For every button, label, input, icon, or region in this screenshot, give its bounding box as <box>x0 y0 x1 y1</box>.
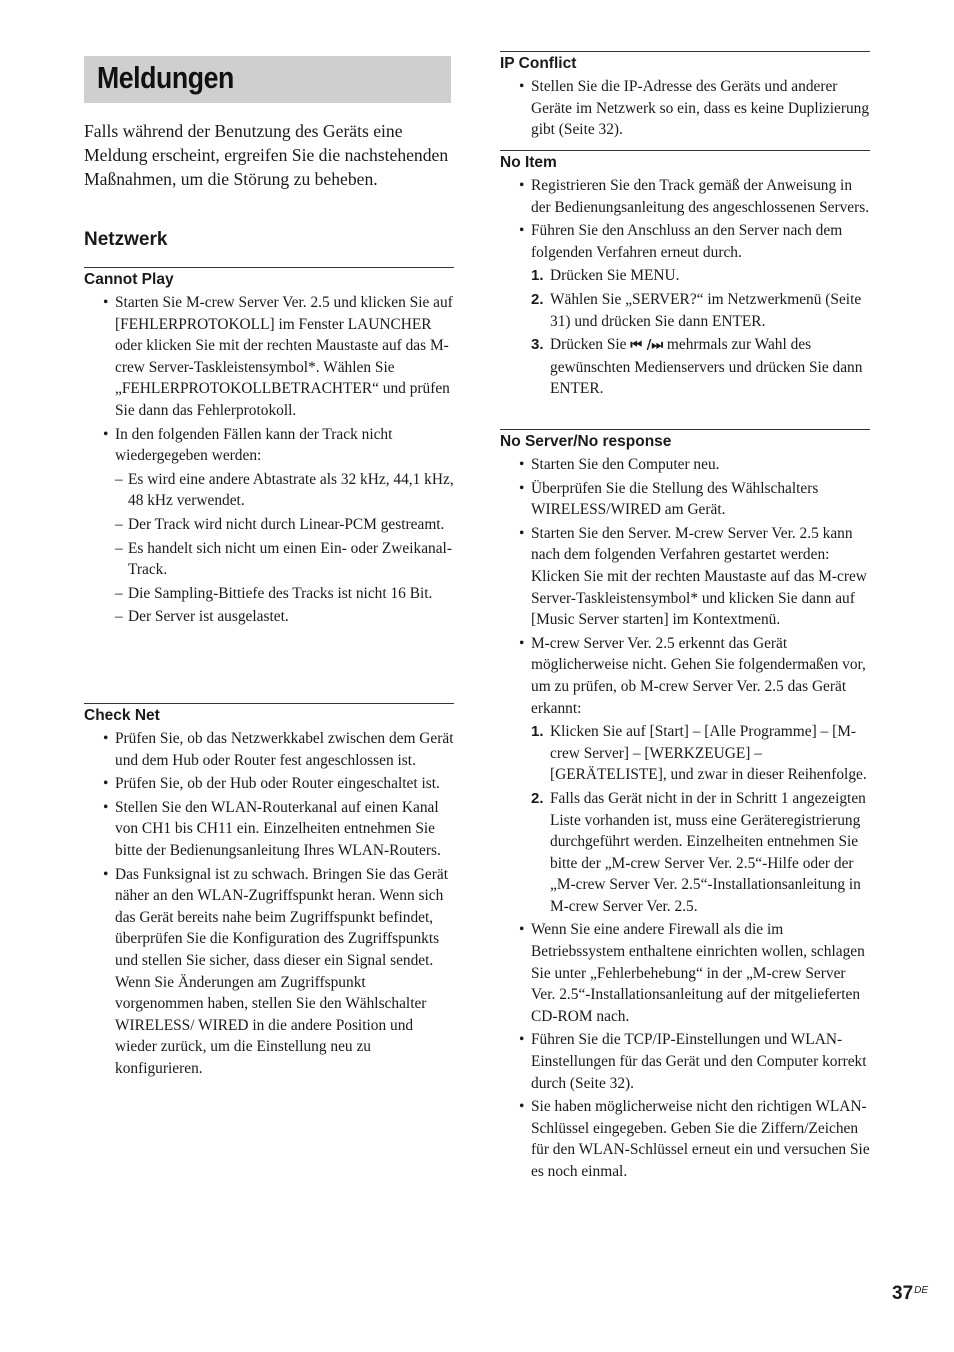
step-text: Wählen Sie „SERVER?“ im Netzwerkmenü (Seite 31) und drücken Sie dann ENTER. <box>550 290 862 330</box>
no-server-heading: No Server/No response <box>500 433 672 450</box>
skip-prev-next-icon: ⏮ /⏭ <box>630 338 664 354</box>
dash-item <box>84 538 454 581</box>
dash-item <box>84 469 454 512</box>
list-item: • Prüfen Sie, ob das Netzwerkkabel zwischen dem Gerät und dem Hub oder Router fest angeschlossen ist. <box>84 728 454 771</box>
ip-conflict-heading: IP Conflict <box>500 55 577 72</box>
dash-item <box>84 583 454 605</box>
step-item <box>500 289 870 332</box>
dash-text: Der Track wird nicht durch Linear-PCM gestreamt. <box>128 515 445 533</box>
step-item <box>500 334 870 400</box>
list-item: • Führen Sie die TCP/IP-Einstellungen und WLAN-Einstellungen für das Gerät und den Computer korrekt durch (Seite 32). <box>500 1029 870 1094</box>
no-item-block <box>500 150 870 402</box>
step-text: Drücken Sie MENU. <box>550 267 680 285</box>
list-item: • Starten Sie M-crew Server Ver. 2.5 und klicken Sie auf [FEHLERPROTOKOLL] im Fenster LAUNCHER oder klicken Sie mit der rechten Maustaste auf das M-crew Server-Taskleistensymbol*. Wählen Sie „FEHLERPROTOKOLLBETRACHTER“ und prüfen Sie dann das Fehlerprotokoll. <box>84 292 454 422</box>
list-item-continuation: Klicken Sie mit der rechten Maustaste auf das M-crew Server-Taskleistensymbol* und klicken Sie dann auf [Music Server starten] im Kontextmenü. <box>531 567 867 629</box>
list-item: • Starten Sie den Server. M-crew Server Ver. 2.5 kann nach dem folgenden Verfahren gestartet werden: <box>500 523 870 566</box>
step-number: 1. <box>531 723 544 741</box>
check-net-heading: Check Net <box>84 707 160 724</box>
divider <box>84 703 454 704</box>
page-language-suffix: DE <box>914 1285 929 1296</box>
page-number <box>892 1283 927 1305</box>
step-text: Falls das Gerät nicht in der in Schritt 1 angezeigten Liste vorhanden ist, muss eine Geräteregistrierung durchgeführt werden. Einzelheiten entnehmen Sie bitte der „M-crew Server Ver. 2.5“-Hilfe oder der „M-crew Server Ver. 2.5“-Installationsanleitung in M-crew Server Ver. 2.5. <box>550 789 866 915</box>
dash-text: Die Sampling-Bittiefe des Tracks ist nicht 16 Bit. <box>128 584 433 602</box>
dash-mark: – <box>115 539 123 557</box>
title-bar <box>84 56 451 103</box>
list-item: • Registrieren Sie den Track gemäß der Anweisung in der Bedienungsanleitung des angeschlossenen Servers. <box>500 175 870 218</box>
dash-item <box>84 514 454 536</box>
list-item: • Stellen Sie den WLAN-Routerkanal auf einen Kanal von CH1 bis CH11 ein. Einzelheiten entnehmen Sie bitte der Bedienungsanleitung Ihres WLAN-Routers. <box>84 797 454 862</box>
step-number: 2. <box>531 789 544 807</box>
dash-mark: – <box>115 608 123 626</box>
divider <box>500 150 870 151</box>
divider <box>84 267 454 268</box>
dash-mark: – <box>115 515 123 533</box>
divider <box>500 429 870 430</box>
list-item: • In den folgenden Fällen kann der Track nicht wiedergegeben werden: <box>84 424 454 467</box>
list-item: • Prüfen Sie, ob der Hub oder Router eingeschaltet ist. <box>84 773 454 795</box>
step-item <box>500 721 870 786</box>
page-number-value: 37 <box>892 1283 914 1304</box>
dash-text: Es handelt sich nicht um einen Ein- oder Zweikanal-Track. <box>128 539 452 579</box>
no-server-block <box>500 429 870 1185</box>
no-item-heading: No Item <box>500 154 557 171</box>
list-item: • Führen Sie den Anschluss an den Server nach dem folgenden Verfahren erneut durch. <box>500 220 870 263</box>
list-item: • Das Funksignal ist zu schwach. Bringen Sie das Gerät näher an den WLAN-Zugriffspunkt heran. Wenn sich das Gerät bereits nahe beim Zugriffspunkt befindet, überprüfen Sie die Konfiguration des Zugriffspunkts und stellen Sie sicher, dass dieser ein Signal sendet. Wenn Sie Änderungen am Zugriffspunkt vorgenommen haben, stellen Sie den Wählschalter WIRELESS/ WIRED in die andere Position und wieder zurück, um die Einstellung neu zu konfigurieren. <box>84 864 454 1080</box>
cannot-play-heading: Cannot Play <box>84 271 174 288</box>
dash-mark: – <box>115 470 123 488</box>
dash-item <box>84 606 454 628</box>
step-text-post: mehrmals zur Wahl des gewünschten Medienservers und drücken Sie dann ENTER. <box>550 336 863 398</box>
section-heading: Netzwerk <box>84 229 168 250</box>
intro-text: Falls während der Benutzung des Geräts eine Meldung erscheint, ergreifen Sie die nachstehenden Maßnahmen, um die Störung zu beheben. <box>84 121 449 189</box>
step-number: 3. <box>531 336 544 354</box>
cannot-play-block <box>84 267 454 630</box>
step-number: 2. <box>531 290 544 308</box>
dash-text: Der Server ist ausgelastet. <box>128 608 289 626</box>
list-item: • M-crew Server Ver. 2.5 erkennt das Gerät möglicherweise nicht. Gehen Sie folgendermaßen vor, um zu prüfen, ob M-crew Server Ver. 2.5 das Gerät erkannt: <box>500 633 870 719</box>
check-net-block <box>84 703 454 1082</box>
list-item: • Stellen Sie die IP-Adresse des Geräts und anderer Geräte im Netzwerk so ein, dass es keine Duplizierung gibt (Seite 32). <box>500 76 870 141</box>
step-number: 1. <box>531 267 544 285</box>
ip-conflict-block <box>500 51 870 143</box>
list-item: • Wenn Sie eine andere Firewall als die im Betriebssystem enthaltene einrichten wollen, schlagen Sie unter „Fehlerbehebung“ in der „M-crew Server Ver. 2.5“-Installationsanleitung auf der mitgelieferten CD-ROM nach. <box>500 919 870 1027</box>
divider <box>500 51 870 52</box>
list-item: • Starten Sie den Computer neu. <box>500 454 870 476</box>
page-title: Meldungen <box>97 60 234 95</box>
step-item <box>500 265 870 287</box>
step-text: Klicken Sie auf [Start] – [Alle Programme] – [M-crew Server] – [WERKZEUGE] – [GERÄTELISTE], und zwar in dieser Reihenfolge. <box>550 723 867 784</box>
dash-text: Es wird eine andere Abtastrate als 32 kHz, 44,1 kHz, 48 kHz verwendet. <box>128 470 454 510</box>
dash-mark: – <box>115 584 123 602</box>
list-item: • Überprüfen Sie die Stellung des Wählschalters WIRELESS/WIRED am Gerät. <box>500 478 870 521</box>
list-item: • Sie haben möglicherweise nicht den richtigen WLAN-Schlüssel eingegeben. Geben Sie die Ziffern/Zeichen für den WLAN-Schlüssel erneut ein und versuchen Sie es noch einmal. <box>500 1096 870 1182</box>
step-text-pre: Drücken Sie <box>550 336 627 354</box>
step-item <box>500 788 870 918</box>
